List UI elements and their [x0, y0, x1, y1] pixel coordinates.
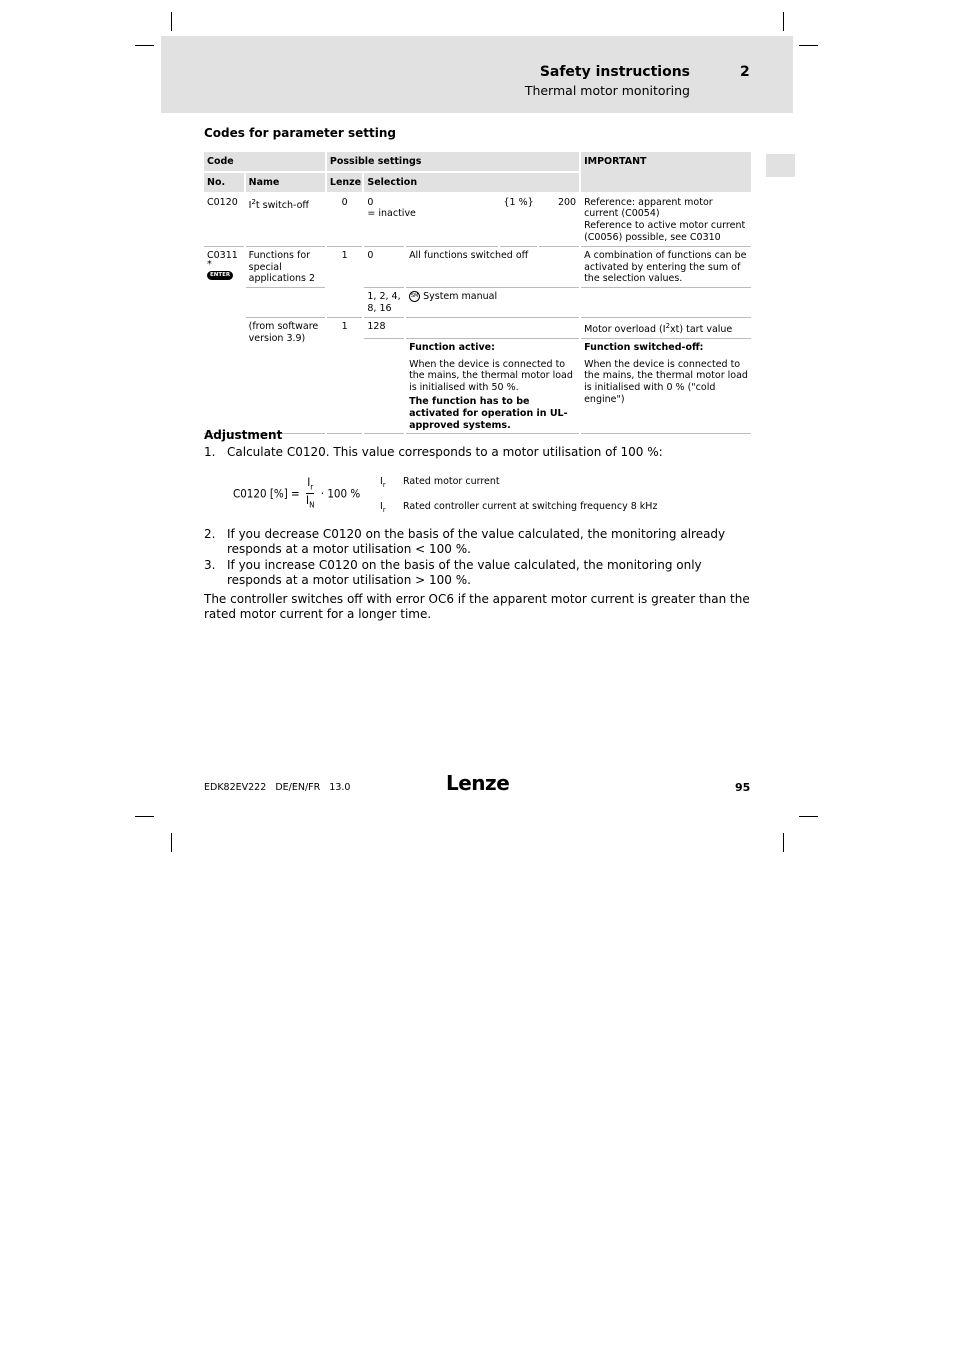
selection-text: All functions switched off	[405, 246, 580, 287]
important-note: Reference: apparent motor current (C0054) Reference to active motor current (C0056) possible, see C0310	[580, 193, 751, 247]
lenze-logo: Lenze	[446, 771, 510, 795]
selection-text-empty	[405, 317, 580, 338]
chapter-number: 2	[740, 64, 750, 80]
header-code: Code	[204, 152, 326, 172]
page-number: 95	[735, 781, 751, 794]
formula-numerator: $I_r$	[306, 476, 314, 494]
table-row	[204, 317, 751, 338]
enter-badge-icon: ENTER	[207, 271, 233, 280]
important-note: A combination of functions can be activated by entering the sum of the selection values.	[580, 246, 751, 287]
code-name: $I^2t$ switch-off	[245, 193, 326, 247]
code-no: C0311 * ENTER	[204, 246, 245, 434]
system-manual-icon: SM	[409, 291, 420, 302]
page-title: Safety instructions	[539, 64, 690, 80]
header-no: No.	[204, 172, 245, 193]
section-title: Codes for parameter setting	[204, 126, 396, 140]
lenze-value: 1	[326, 317, 364, 434]
header-band	[161, 36, 793, 113]
formula: C0120 [%] = $\frac{I_r}{I_N}$ · 100 %	[233, 475, 361, 510]
important-note: Motor overload $(I^2xt)$ tart value	[580, 317, 751, 338]
lenze-value: 1	[326, 246, 364, 317]
header-lenze: Lenze	[326, 172, 364, 193]
legend-symbol: $I_r$	[380, 476, 386, 489]
code-name-empty	[245, 288, 326, 318]
header-name: Name	[245, 172, 326, 193]
selection-step: {1 %}	[499, 193, 539, 247]
selection-value: 0	[363, 246, 405, 287]
crop-mark	[799, 45, 818, 46]
function-off-box: Function switched-off: When the device is connected to the mains, the thermal motor load is initialised with 0 % ("cold engine")	[580, 338, 751, 434]
adjustment-title: Adjustment	[204, 428, 283, 442]
list-item: 3. If you increase C0120 on the basis of the value calculated, the monitoring only responds at a motor utilisation > 100 %.	[204, 558, 702, 587]
selection-value-empty	[363, 338, 405, 434]
header-possible-settings: Possible settings	[326, 152, 580, 172]
table-row	[204, 246, 751, 287]
code-name: (from software version 3.9)	[245, 317, 326, 434]
crop-mark	[783, 833, 784, 852]
legend-text: Rated controller current at switching frequency 8 kHz	[403, 501, 658, 512]
important-empty	[580, 288, 751, 318]
crop-mark	[783, 12, 784, 31]
formula-denominator: $I_N$	[306, 493, 315, 510]
selection-text: SM System manual	[405, 288, 580, 318]
crop-mark	[171, 12, 172, 31]
crop-mark	[135, 45, 154, 46]
selection-max: 200	[538, 193, 580, 247]
list-item: 1. Calculate C0120. This value corresponds to a motor utilisation of 100 %:	[204, 445, 663, 459]
selection-value: 1, 2, 4, 8, 16	[363, 288, 405, 318]
table-header-row	[204, 152, 751, 172]
closing-paragraph: The controller switches off with error OC6 if the apparent motor current is greater than the rated motor current for a longer time.	[204, 592, 750, 621]
list-item: 2. If you decrease C0120 on the basis of the value calculated, the monitoring already responds at a motor utilisation < 100 %.	[204, 527, 726, 556]
table-row	[204, 193, 751, 247]
function-active-box: Function active: When the device is connected to the mains, the thermal motor load is initialised with 50 %. The function has to be activated for operation in UL-approved systems.	[405, 338, 580, 434]
doc-id: EDK82EV222 DE/EN/FR 13.0	[204, 782, 351, 793]
code-no: C0120	[204, 193, 245, 247]
header-selection: Selection	[363, 172, 580, 193]
code-name: Functions for special applications 2	[245, 246, 326, 287]
page-subtitle: Thermal motor monitoring	[524, 83, 690, 98]
crop-mark	[135, 816, 154, 817]
selection-value: 128	[363, 317, 405, 338]
crop-mark	[799, 816, 818, 817]
table-row	[204, 288, 751, 318]
parameter-table	[204, 152, 751, 434]
header-important: IMPORTANT	[580, 152, 751, 193]
chapter-side-tab	[766, 154, 795, 177]
legend-text: Rated motor current	[403, 476, 500, 487]
legend-symbol: $I_r$	[380, 501, 386, 514]
crop-mark	[171, 833, 172, 852]
lenze-value: 0	[326, 193, 364, 247]
selection-min: 0 = inactive	[363, 193, 498, 247]
